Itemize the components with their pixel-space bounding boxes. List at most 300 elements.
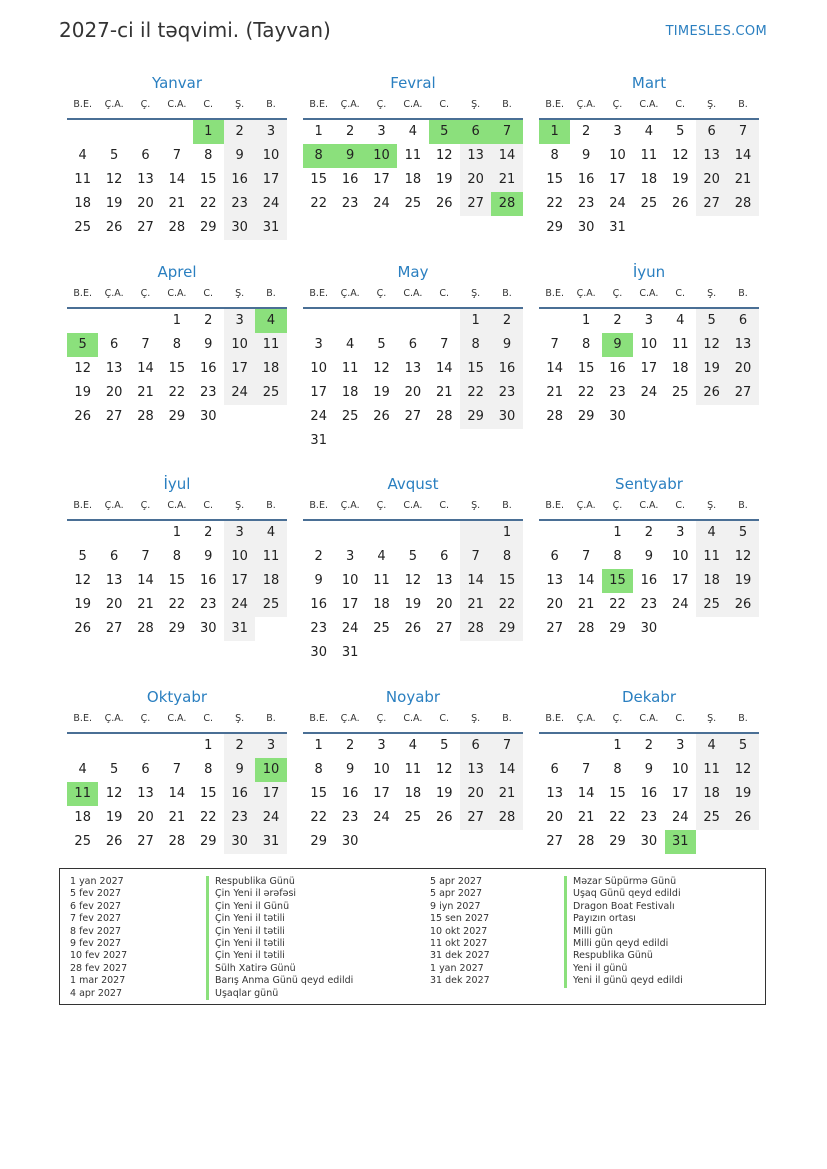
day-cell: 12 xyxy=(373,361,390,376)
day-cell: 25 xyxy=(640,196,658,211)
day-cell: 13 xyxy=(435,573,453,588)
weekday-header xyxy=(539,283,759,309)
day-cell: 18 xyxy=(671,361,689,376)
day-cell: 6 xyxy=(550,762,559,777)
weekday-header xyxy=(539,708,759,734)
day-cell: 2 xyxy=(204,313,213,328)
day-cell: 23 xyxy=(491,381,522,405)
day-cell: 23 xyxy=(224,806,255,830)
holiday-day: 9 xyxy=(334,144,365,168)
day-cell: 22 xyxy=(310,196,327,211)
weekday-label: B. xyxy=(266,713,276,724)
weekday-label: C. xyxy=(203,288,214,299)
day-cell: 23 xyxy=(640,810,658,825)
legend-date: 10 fev 2027 xyxy=(70,950,128,962)
day-cell: 24 xyxy=(255,192,286,216)
day-cell: 7 xyxy=(581,549,591,564)
weekday-label: C.A. xyxy=(639,713,659,724)
empty-cell xyxy=(397,309,428,333)
day-cell: 27 xyxy=(727,381,758,405)
day-cell: 13 xyxy=(727,333,758,357)
day-cell: 3 xyxy=(676,525,685,540)
month-i̇yul xyxy=(67,473,287,641)
empty-cell xyxy=(224,405,255,429)
empty-cell xyxy=(130,734,161,758)
day-cell: 22 xyxy=(199,196,217,211)
day-cell: 18 xyxy=(696,569,727,593)
weekday-label: Ş. xyxy=(235,500,245,511)
day-cell: 2 xyxy=(644,738,653,753)
weekday-header xyxy=(539,94,759,120)
legend-date: 8 fev 2027 xyxy=(70,925,122,937)
weekday-label: Ş. xyxy=(471,713,481,724)
day-cell: 3 xyxy=(676,738,685,753)
weekday-label: B.E. xyxy=(309,288,328,299)
month-aprel xyxy=(67,261,287,429)
day-cell: 16 xyxy=(491,357,522,381)
day-cell: 4 xyxy=(644,124,653,139)
day-cell: 16 xyxy=(341,172,359,187)
empty-cell xyxy=(98,309,129,333)
day-cell: 28 xyxy=(546,409,563,424)
weekday-label: B. xyxy=(738,288,748,299)
empty-cell xyxy=(460,641,491,665)
empty-cell xyxy=(570,734,601,758)
day-cell: 17 xyxy=(640,361,658,376)
day-cell: 1 xyxy=(204,738,213,753)
day-cell: 4 xyxy=(676,313,685,328)
day-cell: 18 xyxy=(255,569,286,593)
day-cell: 12 xyxy=(74,361,91,376)
day-cell: 24 xyxy=(373,196,390,211)
day-cell: 21 xyxy=(137,597,154,612)
day-cell: 1 xyxy=(613,738,622,753)
day-cell: 5 xyxy=(676,124,685,139)
weekday-label: B.E. xyxy=(309,99,328,110)
day-cell: 27 xyxy=(435,621,453,636)
day-cell: 4 xyxy=(377,549,386,564)
day-cell: 26 xyxy=(105,220,123,235)
day-cell: 20 xyxy=(727,357,758,381)
day-cell: 15 xyxy=(168,573,186,588)
weekday-label: C. xyxy=(675,500,686,511)
day-cell: 2 xyxy=(491,309,522,333)
day-cell: 9 xyxy=(581,148,591,163)
day-cell: 12 xyxy=(435,148,453,163)
empty-cell xyxy=(539,309,570,333)
day-cell: 1 xyxy=(460,309,491,333)
day-cell: 26 xyxy=(74,409,91,424)
weekday-label: Ç. xyxy=(140,500,151,511)
day-cell: 9 xyxy=(644,549,653,564)
day-cell: 11 xyxy=(404,148,422,163)
day-cell: 15 xyxy=(546,172,563,187)
day-cell: 30 xyxy=(224,830,255,854)
legend-names-right xyxy=(564,876,683,988)
holiday-day: 4 xyxy=(255,309,286,333)
day-cell: 20 xyxy=(460,168,491,192)
day-cell: 12 xyxy=(671,148,689,163)
weekday-label: Ç. xyxy=(376,288,387,299)
day-cell: 13 xyxy=(137,172,154,187)
day-cell: 14 xyxy=(168,786,186,801)
day-cell: 12 xyxy=(404,573,422,588)
day-cell: 20 xyxy=(546,810,563,825)
day-cell: 21 xyxy=(435,385,453,400)
day-cell: 13 xyxy=(105,573,123,588)
legend-date: 5 apr 2027 xyxy=(430,888,483,900)
month-name: Yanvar xyxy=(151,74,203,92)
weekday-label: Ç. xyxy=(376,99,387,110)
day-cell: 27 xyxy=(105,409,123,424)
day-cell: 22 xyxy=(199,810,217,825)
weekday-label: Ç. xyxy=(140,99,151,110)
weekday-label: Ç. xyxy=(376,500,387,511)
day-cell: 12 xyxy=(105,786,123,801)
day-cell: 19 xyxy=(105,196,123,211)
day-cell: 24 xyxy=(640,385,658,400)
holiday-day: 15 xyxy=(602,569,633,593)
month-name: İyun xyxy=(632,263,666,281)
day-cell: 21 xyxy=(577,597,595,612)
day-cell: 22 xyxy=(310,810,327,825)
day-cell: 5 xyxy=(408,549,417,564)
weekday-label: B.E. xyxy=(545,713,564,724)
legend-holiday-name: Barış Anma Günü qeyd edildi xyxy=(206,975,353,987)
day-cell: 20 xyxy=(696,168,727,192)
day-cell: 18 xyxy=(74,196,91,211)
weekday-label: Ş. xyxy=(471,288,481,299)
day-cell: 8 xyxy=(460,333,491,357)
day-cell: 20 xyxy=(105,385,123,400)
day-cell: 19 xyxy=(74,385,91,400)
day-cell: 16 xyxy=(640,786,658,801)
day-cell: 29 xyxy=(199,834,217,849)
weekday-label: Ç.A. xyxy=(340,713,360,724)
legend-holiday-name: Milli gün qeyd edildi xyxy=(564,938,683,950)
legend-holiday-name: Çin Yeni il Günü xyxy=(206,901,353,913)
day-cell: 17 xyxy=(671,573,689,588)
day-grid xyxy=(67,120,287,240)
day-cell: 6 xyxy=(109,549,119,564)
day-cell: 2 xyxy=(581,124,591,139)
day-cell: 22 xyxy=(491,593,522,617)
day-cell: 13 xyxy=(546,786,563,801)
empty-cell xyxy=(366,521,397,545)
legend-date: 1 yan 2027 xyxy=(430,962,484,974)
day-cell: 15 xyxy=(609,786,626,801)
legend-holiday-name: Uşaqlar günü xyxy=(206,988,353,1000)
day-cell: 17 xyxy=(255,782,286,806)
weekday-label: C. xyxy=(203,99,214,110)
day-cell: 14 xyxy=(491,144,522,168)
legend-holiday-name: Yeni il günü qeyd edildi xyxy=(564,975,683,987)
weekday-label: B.E. xyxy=(545,288,564,299)
empty-cell xyxy=(539,521,570,545)
weekday-label: B.E. xyxy=(73,288,92,299)
day-cell: 29 xyxy=(168,621,186,636)
day-cell: 11 xyxy=(671,337,689,352)
day-cell: 9 xyxy=(204,337,213,352)
day-cell: 10 xyxy=(224,333,255,357)
weekday-label: B. xyxy=(738,99,748,110)
legend-holiday-name: Çin Yeni il tətili xyxy=(206,938,353,950)
day-cell: 27 xyxy=(696,192,727,216)
holiday-day: 5 xyxy=(67,333,98,357)
weekday-label: C.A. xyxy=(403,99,423,110)
day-cell: 3 xyxy=(644,313,653,328)
day-cell: 21 xyxy=(137,385,154,400)
day-cell: 15 xyxy=(491,569,522,593)
day-cell: 12 xyxy=(105,172,123,187)
day-cell: 6 xyxy=(550,549,559,564)
month-sentyabr xyxy=(539,473,759,641)
legend-holiday-name: Sülh Xatirə Günü xyxy=(206,963,353,975)
day-cell: 8 xyxy=(314,762,323,777)
day-cell: 3 xyxy=(224,521,255,545)
legend-holiday-name: Yeni il günü xyxy=(564,963,683,975)
day-cell: 2 xyxy=(644,525,653,540)
month-avqust xyxy=(303,473,523,665)
legend-date: 15 sen 2027 xyxy=(430,913,490,925)
legend-holiday-name: Çin Yeni il tətili xyxy=(206,926,353,938)
day-cell: 17 xyxy=(224,569,255,593)
empty-cell xyxy=(67,521,98,545)
empty-cell xyxy=(334,521,365,545)
day-cell: 13 xyxy=(460,144,491,168)
day-cell: 27 xyxy=(137,220,154,235)
weekday-label: Ç.A. xyxy=(340,500,360,511)
legend-date: 9 iyn 2027 xyxy=(430,900,481,912)
day-cell: 20 xyxy=(546,597,563,612)
day-cell: 22 xyxy=(546,196,563,211)
weekday-label: Ç.A. xyxy=(576,288,596,299)
day-cell: 16 xyxy=(640,573,658,588)
day-cell: 4 xyxy=(408,738,417,753)
day-cell: 19 xyxy=(435,786,453,801)
legend-holiday-name: Dragon Boat Festivalı xyxy=(564,901,683,913)
day-grid xyxy=(539,734,759,854)
day-cell: 13 xyxy=(546,573,563,588)
day-cell: 7 xyxy=(550,337,559,352)
day-cell: 30 xyxy=(640,621,658,636)
day-cell: 16 xyxy=(341,786,359,801)
weekday-label: B. xyxy=(266,99,276,110)
page-title: 2027-ci il təqvimi. (Tayvan) xyxy=(59,18,331,42)
day-cell: 20 xyxy=(460,782,491,806)
day-cell: 24 xyxy=(373,810,390,825)
day-cell: 6 xyxy=(109,337,119,352)
weekday-label: C. xyxy=(675,288,686,299)
day-cell: 10 xyxy=(609,148,626,163)
day-cell: 11 xyxy=(373,573,390,588)
empty-cell xyxy=(665,216,696,240)
weekday-label: Ç.A. xyxy=(104,288,124,299)
empty-cell xyxy=(67,120,98,144)
empty-cell xyxy=(397,521,428,545)
empty-cell xyxy=(255,617,286,641)
weekday-label: C.A. xyxy=(167,500,187,511)
day-cell: 21 xyxy=(168,810,186,825)
legend-date: 28 fev 2027 xyxy=(70,962,128,974)
empty-cell xyxy=(460,830,491,854)
holiday-day: 8 xyxy=(303,144,334,168)
empty-cell xyxy=(397,429,428,453)
day-cell: 1 xyxy=(314,738,323,753)
day-cell: 18 xyxy=(373,597,390,612)
day-cell: 22 xyxy=(609,597,626,612)
weekday-label: C. xyxy=(439,99,450,110)
day-cell: 28 xyxy=(491,806,522,830)
day-cell: 25 xyxy=(696,806,727,830)
day-cell: 5 xyxy=(78,549,87,564)
day-cell: 18 xyxy=(341,385,359,400)
empty-cell xyxy=(161,120,192,144)
day-cell: 5 xyxy=(109,762,119,777)
day-cell: 27 xyxy=(546,621,563,636)
empty-cell xyxy=(491,429,522,453)
holiday-legend xyxy=(59,868,766,1005)
month-name: Noyabr xyxy=(385,688,441,706)
weekday-label: B.E. xyxy=(545,500,564,511)
day-cell: 8 xyxy=(172,549,181,564)
empty-cell xyxy=(727,405,758,429)
day-cell: 17 xyxy=(373,786,390,801)
weekday-label: C. xyxy=(203,713,214,724)
brand-link[interactable]: TIMESLES.COM xyxy=(665,24,767,39)
weekday-label: B. xyxy=(502,713,512,724)
day-cell: 11 xyxy=(341,361,359,376)
legend-date: 6 fev 2027 xyxy=(70,900,122,912)
day-cell: 27 xyxy=(137,834,154,849)
empty-cell xyxy=(98,734,129,758)
month-name: Avqust xyxy=(387,475,439,493)
day-cell: 9 xyxy=(224,144,255,168)
day-cell: 5 xyxy=(727,521,758,545)
day-cell: 31 xyxy=(224,617,255,641)
legend-date: 31 dek 2027 xyxy=(430,950,490,962)
day-cell: 23 xyxy=(199,385,217,400)
day-cell: 17 xyxy=(341,597,359,612)
day-cell: 26 xyxy=(404,621,422,636)
weekday-header xyxy=(303,94,523,120)
day-cell: 24 xyxy=(224,593,255,617)
day-cell: 30 xyxy=(491,405,522,429)
empty-cell xyxy=(366,429,397,453)
day-cell: 3 xyxy=(314,337,323,352)
holiday-day: 11 xyxy=(67,782,98,806)
day-cell: 16 xyxy=(199,573,217,588)
legend-date: 4 apr 2027 xyxy=(70,987,123,999)
day-cell: 3 xyxy=(255,120,286,144)
empty-cell xyxy=(696,830,727,854)
day-cell: 13 xyxy=(404,361,422,376)
empty-cell xyxy=(67,734,98,758)
weekday-label: Ç.A. xyxy=(576,99,596,110)
day-cell: 26 xyxy=(727,806,758,830)
legend-date: 31 dek 2027 xyxy=(430,975,490,987)
empty-cell xyxy=(696,216,727,240)
day-cell: 25 xyxy=(341,409,359,424)
day-cell: 3 xyxy=(613,124,622,139)
day-cell: 25 xyxy=(255,593,286,617)
day-cell: 2 xyxy=(314,549,323,564)
day-cell: 29 xyxy=(577,409,595,424)
day-cell: 1 xyxy=(581,313,591,328)
day-cell: 20 xyxy=(435,597,453,612)
day-cell: 14 xyxy=(460,569,491,593)
day-cell: 4 xyxy=(78,762,87,777)
weekday-label: Ç. xyxy=(612,99,623,110)
day-cell: 18 xyxy=(404,172,422,187)
day-cell: 20 xyxy=(105,597,123,612)
day-cell: 8 xyxy=(491,545,522,569)
day-cell: 11 xyxy=(255,545,286,569)
day-cell: 17 xyxy=(255,168,286,192)
weekday-label: Ç.A. xyxy=(104,99,124,110)
legend-dates-right xyxy=(430,876,490,988)
day-cell: 18 xyxy=(404,786,422,801)
day-cell: 28 xyxy=(460,617,491,641)
empty-cell xyxy=(397,830,428,854)
day-cell: 31 xyxy=(310,433,327,448)
day-cell: 14 xyxy=(577,786,595,801)
weekday-label: Ş. xyxy=(235,713,245,724)
day-cell: 3 xyxy=(377,124,386,139)
day-cell: 13 xyxy=(460,758,491,782)
day-cell: 28 xyxy=(137,621,154,636)
day-cell: 28 xyxy=(435,409,453,424)
weekday-label: Ç.A. xyxy=(576,713,596,724)
empty-cell xyxy=(334,429,365,453)
day-cell: 24 xyxy=(671,597,689,612)
holiday-day: 1 xyxy=(193,120,224,144)
legend-holiday-name: Uşaq Günü qeyd edildi xyxy=(564,888,683,900)
day-cell: 2 xyxy=(204,525,213,540)
weekday-header xyxy=(67,283,287,309)
empty-cell xyxy=(161,734,192,758)
day-cell: 12 xyxy=(727,545,758,569)
day-cell: 2 xyxy=(224,734,255,758)
empty-cell xyxy=(130,309,161,333)
day-cell: 1 xyxy=(172,313,181,328)
month-oktyabr xyxy=(67,686,287,854)
empty-cell xyxy=(633,405,664,429)
month-name: Sentyabr xyxy=(615,475,683,493)
day-cell: 17 xyxy=(671,786,689,801)
legend-date: 5 fev 2027 xyxy=(70,888,122,900)
legend-holiday-name: Çin Yeni il tətili xyxy=(206,950,353,962)
legend-date: 11 okt 2027 xyxy=(430,937,488,949)
day-cell: 4 xyxy=(255,521,286,545)
day-cell: 19 xyxy=(373,385,390,400)
day-cell: 17 xyxy=(373,172,390,187)
month-fevral xyxy=(303,72,523,216)
weekday-label: Ş. xyxy=(707,500,717,511)
day-cell: 26 xyxy=(727,593,758,617)
day-cell: 19 xyxy=(435,172,453,187)
day-cell: 14 xyxy=(435,361,453,376)
day-cell: 8 xyxy=(550,148,559,163)
day-cell: 25 xyxy=(696,593,727,617)
day-cell: 11 xyxy=(640,148,658,163)
day-cell: 7 xyxy=(491,734,522,758)
weekday-label: C. xyxy=(675,713,686,724)
day-cell: 25 xyxy=(255,381,286,405)
day-cell: 17 xyxy=(609,172,626,187)
weekday-label: C.A. xyxy=(167,713,187,724)
day-cell: 5 xyxy=(109,148,119,163)
